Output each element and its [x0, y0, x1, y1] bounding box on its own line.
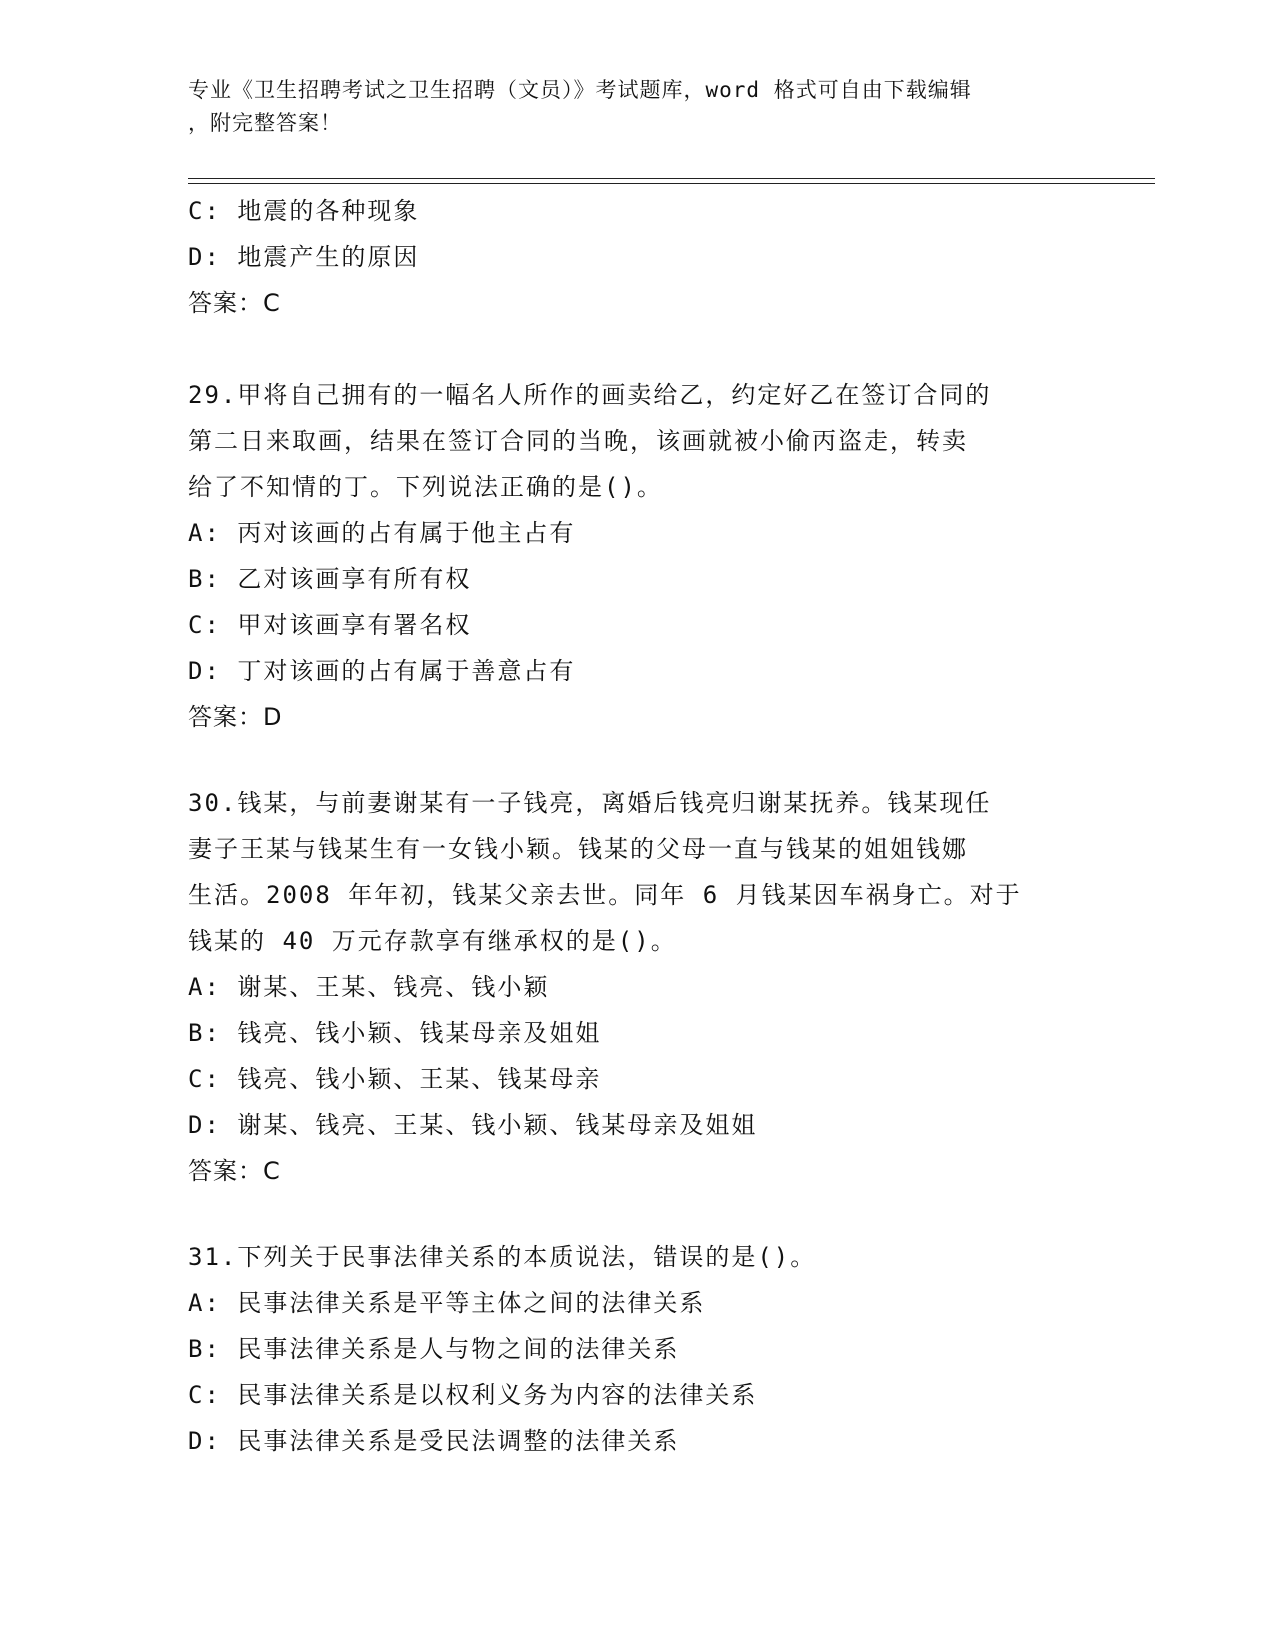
- question-stem-line: 31.下列关于民事法律关系的本质说法，错误的是()。: [188, 1243, 817, 1271]
- header-line-1: 专业《卫生招聘考试之卫生招聘（文员）》考试题库，word 格式可自由下载编辑: [188, 78, 972, 102]
- question-31: [188, 1234, 1088, 1464]
- option-d: D: 民事法律关系是受民法调整的法律关系: [188, 1427, 680, 1455]
- option-d: D: 丁对该画的占有属于善意占有: [188, 657, 576, 685]
- option-c: C: 钱亮、钱小颖、王某、钱某母亲: [188, 1065, 602, 1093]
- header-line-2: ，附完整答案！: [188, 111, 342, 135]
- option-a: A: 谢某、王某、钱亮、钱小颖: [188, 973, 550, 1001]
- question-stem-line: 钱某的 40 万元存款享有继承权的是()。: [188, 927, 677, 955]
- option-d: D: 地震产生的原因: [188, 243, 420, 271]
- question-stem-line: 给了不知情的丁。下列说法正确的是()。: [188, 473, 663, 501]
- header-divider-top: [188, 178, 1155, 179]
- question-stem-line: 妻子王某与钱某生有一女钱小颖。钱某的父母一直与钱某的姐姐钱娜: [188, 835, 968, 863]
- option-d: D: 谢某、钱亮、王某、钱小颖、钱某母亲及姐姐: [188, 1111, 758, 1139]
- option-c: C: 民事法律关系是以权利义务为内容的法律关系: [188, 1381, 758, 1409]
- option-a: A: 民事法律关系是平等主体之间的法律关系: [188, 1289, 706, 1317]
- question-30: [188, 780, 1088, 1194]
- document-header: [188, 74, 1088, 140]
- answer-line: 答案：D: [188, 703, 283, 731]
- question-stem-line: 生活。2008 年年初，钱某父亲去世。同年 6 月钱某因车祸身亡。对于: [188, 881, 1022, 909]
- option-c: C: 甲对该画享有署名权: [188, 611, 472, 639]
- question-stem-line: 29.甲将自己拥有的一幅名人所作的画卖给乙，约定好乙在签订合同的: [188, 381, 992, 409]
- option-b: B: 民事法律关系是人与物之间的法律关系: [188, 1335, 680, 1363]
- question-stem-line: 第二日来取画，结果在签订合同的当晚，该画就被小偷丙盗走，转卖: [188, 427, 968, 455]
- header-divider-bottom: [188, 183, 1155, 184]
- option-c: C: 地震的各种现象: [188, 197, 420, 225]
- question-29: [188, 372, 1088, 740]
- question-stem-line: 30.钱某，与前妻谢某有一子钱亮，离婚后钱亮归谢某抚养。钱某现任: [188, 789, 992, 817]
- previous-question-tail: [188, 188, 1088, 326]
- option-b: B: 钱亮、钱小颖、钱某母亲及姐姐: [188, 1019, 602, 1047]
- answer-line: 答案：C: [188, 1157, 281, 1185]
- option-b: B: 乙对该画享有所有权: [188, 565, 472, 593]
- answer-line: 答案：C: [188, 289, 281, 317]
- option-a: A: 丙对该画的占有属于他主占有: [188, 519, 576, 547]
